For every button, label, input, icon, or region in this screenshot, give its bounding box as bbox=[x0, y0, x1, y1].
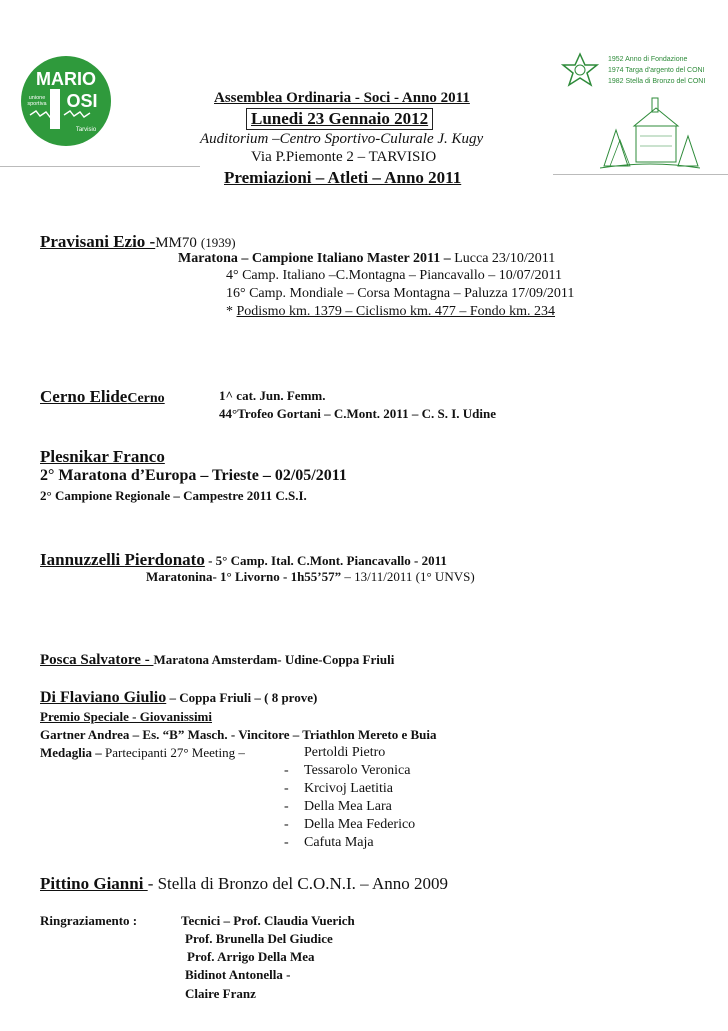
athlete-cerno bbox=[40, 387, 165, 407]
thanks-label: Ringraziamento : bbox=[40, 913, 138, 928]
athlete-name: Cerno Elide bbox=[40, 387, 128, 406]
participant-dash: - bbox=[284, 835, 289, 850]
asterisk: * bbox=[226, 304, 237, 319]
meeting-date bbox=[246, 108, 433, 130]
mario-tosi-logo bbox=[20, 55, 112, 147]
special-award-title: Premio Speciale - Giovanissimi bbox=[40, 709, 212, 724]
result-text: Maratona – Campione Italiano Master 2011 – bbox=[178, 251, 455, 266]
athlete-posca bbox=[40, 651, 394, 669]
result-row bbox=[226, 304, 555, 320]
participant-name: Cafuta Maja bbox=[304, 835, 374, 850]
result-place-date: Lucca 23/10/2011 bbox=[454, 251, 556, 266]
thanks-person: Prof. Claudia Vuerich bbox=[233, 913, 355, 928]
athlete-pravisani bbox=[40, 232, 236, 252]
athlete-name: Iannuzzelli bbox=[40, 550, 125, 569]
address-line: Via P.Piemonte 2 – TARVISIO bbox=[251, 149, 437, 165]
training-totals: Podismo km. 1379 – Ciclismo km. 477 – Fondo km. 234 bbox=[236, 304, 556, 319]
logo-mario-text: MARIO bbox=[36, 69, 96, 89]
thanks-person: Claire Franz bbox=[185, 986, 256, 1001]
result-row: 4° Camp. Italiano –C.Montagna – Piancavallo – 10/07/2011 bbox=[226, 268, 562, 283]
medal-row bbox=[40, 745, 245, 761]
meeting-date-text: Lunedi 23 Gennaio 2012 bbox=[251, 109, 429, 128]
club-emblem bbox=[556, 46, 726, 176]
athlete-category: MM70 bbox=[155, 235, 197, 251]
result-row bbox=[178, 251, 555, 267]
participant-name: Pertoldi Pietro bbox=[304, 745, 386, 760]
participant-dash: - bbox=[284, 817, 289, 832]
athlete-iannuzzelli bbox=[40, 550, 447, 570]
result-text: Maratona Amsterdam- Udine-Coppa Friuli bbox=[153, 652, 395, 667]
result-row: 2° Maratona d’Europa – Trieste – 02/05/2011 bbox=[40, 467, 347, 484]
awards-title: Premiazioni – Atleti – Anno 2011 bbox=[224, 168, 462, 187]
logo-tarvisio-text: Tarvisio bbox=[75, 127, 97, 133]
gartner-result: Gartner Andrea – Es. “B” Masch. - Vincitore – Triathlon Mereto e Buia bbox=[40, 727, 437, 742]
result-text: Maratonina- 1° Livorno - 1h55’57” bbox=[146, 569, 342, 584]
thanks-person: Prof. Brunella Del Giudice bbox=[185, 931, 333, 946]
thanks-tecnici: Tecnici – bbox=[181, 913, 234, 928]
mountain-building-illustration bbox=[600, 96, 700, 172]
athlete-birth-year: (1939) bbox=[200, 235, 236, 250]
participant-dash: - bbox=[284, 799, 289, 814]
scan-shadow-left bbox=[0, 166, 200, 167]
athlete-diflaviano bbox=[40, 689, 317, 707]
bronze-star-line: 1982 Stella di Bronzo del CONI bbox=[608, 78, 706, 85]
result-row: 2° Campione Regionale – Campestre 2011 C.S.I. bbox=[40, 488, 307, 503]
participant-dash: - bbox=[284, 763, 289, 778]
participant-name: Della Mea Federico bbox=[304, 817, 416, 832]
logo-unione-text: unione bbox=[28, 95, 46, 101]
thanks-person: Bidinot Antonella - bbox=[185, 967, 291, 982]
athlete-name: Pravisani Ezio - bbox=[40, 232, 156, 251]
participant-name: Krcivoj Laetitia bbox=[304, 781, 394, 796]
result-text: – Coppa Friuli – ( 8 prove) bbox=[166, 690, 318, 705]
silver-plate-line: 1974 Targa d'argento del CONI bbox=[608, 67, 705, 74]
result-row: 16° Camp. Mondiale – Corsa Montagna – Paluzza 17/09/2011 bbox=[226, 286, 575, 301]
foundation-line: 1952 Anno di Fondazione bbox=[608, 56, 688, 63]
athlete-name-suffix: Cerno bbox=[127, 391, 165, 406]
athlete-name: Posca Salvatore - bbox=[40, 652, 154, 668]
logo-sportiva-text: sportiva bbox=[27, 101, 47, 107]
participant-name: Tessarolo Veronica bbox=[304, 763, 411, 778]
star-emblem-icon bbox=[560, 52, 600, 88]
result-date: – 13/11/2011 (1° UNVS) bbox=[341, 569, 475, 584]
athlete-name-part: Pierdonato bbox=[124, 550, 205, 569]
assembly-title: Assemblea Ordinaria - Soci - Anno 2011 bbox=[214, 90, 470, 106]
result-row bbox=[146, 569, 475, 585]
thanks-row bbox=[181, 913, 355, 929]
athlete-name: Di Flaviano Giulio bbox=[40, 689, 167, 706]
thanks-person: Prof. Arrigo Della Mea bbox=[187, 949, 315, 964]
result-text: - Stella di Bronzo del C.O.N.I. – Anno 2009 bbox=[147, 874, 448, 893]
logo-osi-text: OSI bbox=[66, 91, 98, 111]
medal-meeting: Partecipanti 27° Meeting – bbox=[105, 745, 245, 760]
result-row: 1^ cat. Jun. Femm. bbox=[219, 388, 326, 403]
athlete-pittino bbox=[40, 874, 448, 894]
medal-label: Medaglia – bbox=[40, 745, 105, 760]
result-row: 44°Trofeo Gortani – C.Mont. 2011 – C. S. I. Udine bbox=[219, 406, 496, 421]
venue-line: Auditorium –Centro Sportivo-Culurale J. Kugy bbox=[200, 131, 484, 147]
participant-name: Della Mea Lara bbox=[304, 799, 392, 814]
athlete-plesnikar: Plesnikar Franco bbox=[40, 447, 165, 466]
result-text: - 5° Camp. Ital. C.Mont. Piancavallo - 2011 bbox=[204, 553, 447, 568]
participant-dash: - bbox=[284, 781, 289, 796]
athlete-name: Pittino Gianni bbox=[40, 874, 148, 893]
